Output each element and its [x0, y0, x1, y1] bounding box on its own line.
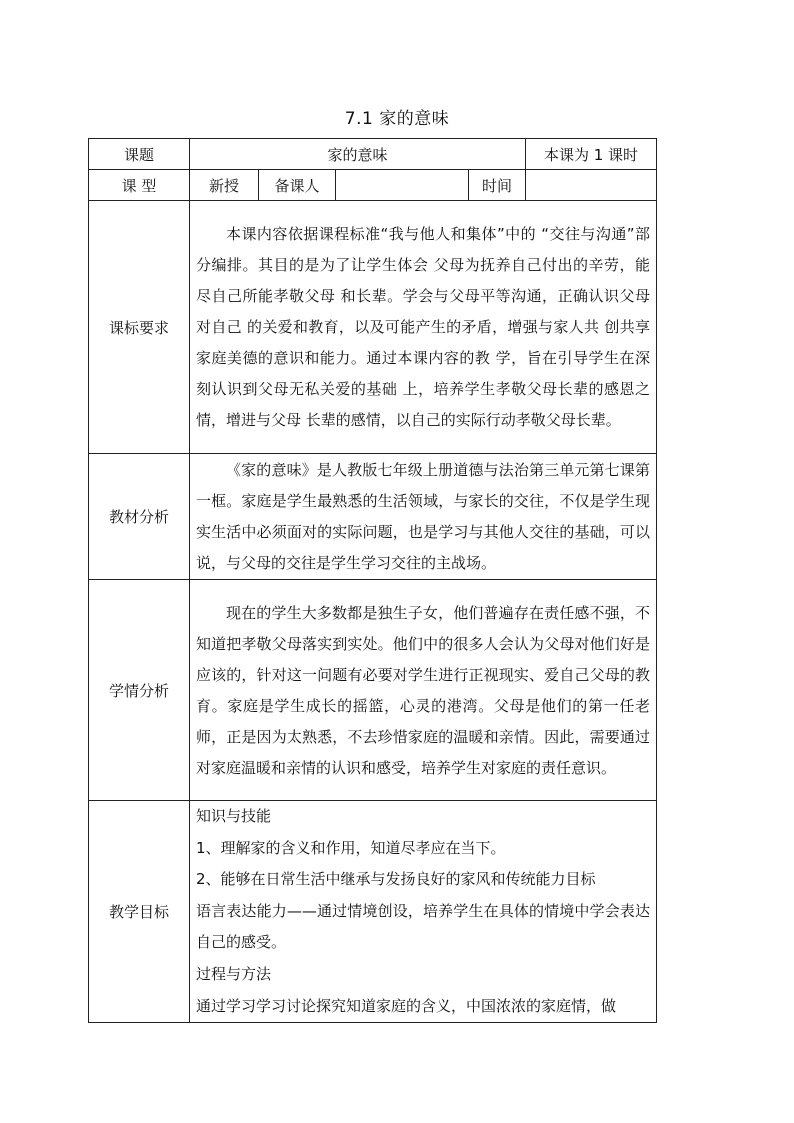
time-value: [526, 170, 657, 201]
topic-value: 家的意味: [190, 139, 526, 170]
goals-line: 1、理解家的含义和作用，知道尽孝应在当下。: [196, 838, 506, 857]
standard-cell: [190, 201, 657, 454]
class-hours: 本课为 1 课时: [526, 139, 657, 170]
type-label: 课 型: [89, 170, 190, 201]
lesson-plan-table: [88, 138, 657, 1023]
preparer-value: [336, 170, 469, 201]
material-row: [89, 454, 657, 580]
goals-list: [190, 801, 656, 1022]
goals-heading-knowledge: 知识与技能: [196, 807, 272, 825]
students-cell: [190, 580, 657, 801]
goals-cell: [190, 801, 657, 1023]
goals-heading-process: 过程与方法: [196, 964, 272, 983]
goals-line: 语言表达能力——通过情境创设，培养学生在具体的情境中学会表达自己的感受。: [196, 901, 651, 952]
goals-row: [89, 801, 657, 1023]
goals-line: 2、能够在日常生活中继承与发扬良好的家风和传统能力目标: [196, 870, 596, 889]
page-title: 7.1 家的意味: [344, 109, 450, 129]
students-text: 现在的学生大多数都是独生子女，他们普遍存在责任感不强，不知道把孝敬父母落实到实处。他们中的很多人会认为父母对他们好是应该的，针对这一问题有必要对学生进行正视现实、爱自己父母的教育。家庭是学生成长的摇篮，心灵的港湾。父母是他们的第一任老师，正是因为太熟悉，不去珍惜家庭的温暖和亲情。因此，需要通过对家庭温暖和亲情的认识和感受，培养学生对家庭的责任意识。: [196, 603, 651, 777]
type-value: 新授: [190, 170, 259, 201]
goals-line: 通过学习学习讨论探究知道家庭的含义，中国浓浓的家庭情，做: [196, 996, 617, 1015]
standard-label: 课标要求: [89, 201, 190, 454]
material-cell: [190, 454, 657, 580]
time-label: 时间: [469, 170, 526, 201]
standard-row: [89, 201, 657, 454]
topic-row: [89, 139, 657, 170]
goals-label: 教学目标: [89, 801, 190, 1023]
students-row: [89, 580, 657, 801]
preparer-label: 备课人: [259, 170, 336, 201]
type-row: [89, 170, 657, 201]
material-label: 教材分析: [89, 454, 190, 580]
standard-text: 本课内容依据课程标准“我与他人和集体”中的 “交往与沟通”部分编排。其目的是为了让学生体会 父母为抚养自己付出的辛劳，能尽自己所能孝敬父母 和长辈。学会与父母平等沟通，正确认识父母对自己 的关爱和教育，以及可能产生的矛盾，增强与家人共 创共享家庭美德的意识和能力。通过本课内容的教 学，旨在引导学生在深刻认识到父母无私关爱的基础 上，培养学生孝敬父母长辈的感恩之情，增进与父母 长辈的感情，以自己的实际行动孝敬父母长辈。: [196, 225, 651, 429]
students-label: 学情分析: [89, 580, 190, 801]
material-text: 《家的意味》是人教版七年级上册道德与法治第三单元第七课第一框。家庭是学生最熟悉的生活领域，与家长的交往，不仅是学生现实生活中必须面对的实际问题，也是学习与其他人交往的基础，可以说，与父母的交往是学生学习交往的主战场。: [196, 461, 651, 572]
topic-label: 课题: [89, 139, 190, 170]
